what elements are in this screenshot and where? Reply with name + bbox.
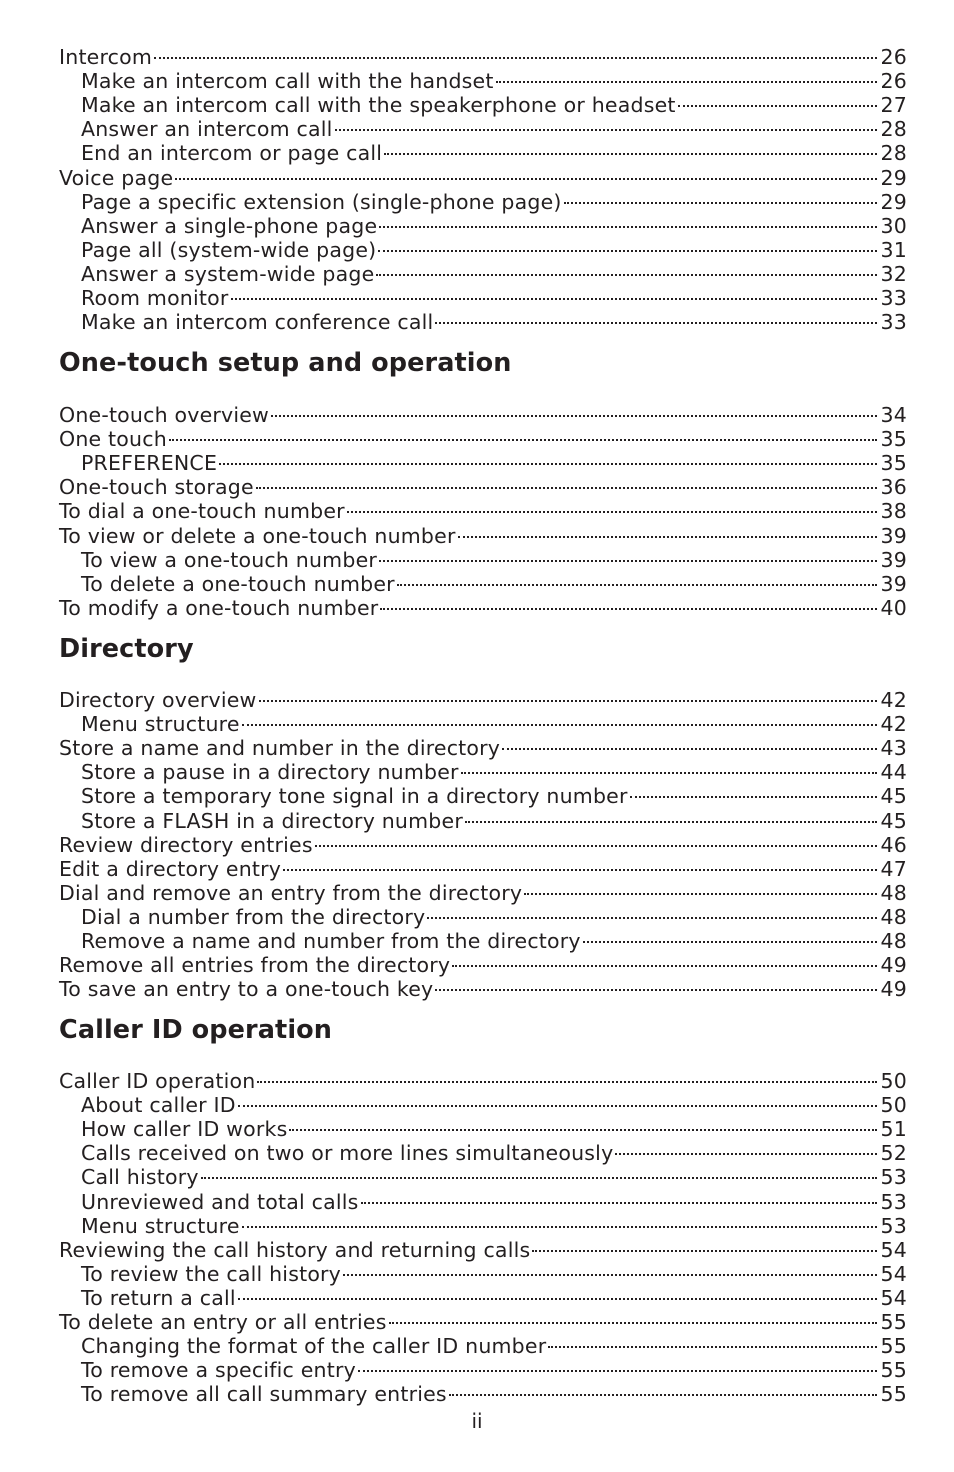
toc-entry-page: 40 (880, 595, 907, 620)
dot-leader (289, 1112, 879, 1136)
toc-entry-title: Remove a name and number from the directory (81, 929, 581, 954)
toc-entry-page: 33 (880, 286, 907, 311)
toc-entry-page: 55 (880, 1382, 907, 1407)
toc-entry-title: PREFERENCE (81, 451, 218, 476)
toc-entry-page: 34 (880, 403, 907, 428)
toc-entry-title: Menu structure (81, 712, 240, 737)
toc-entry-title: To review the call history (81, 1261, 342, 1286)
toc-entry-title: Answer a single-phone page (81, 213, 378, 238)
toc-entry-title: Unreviewed and total calls (81, 1189, 359, 1214)
toc-entry (59, 398, 907, 428)
dot-leader (435, 305, 879, 329)
dot-leader (315, 828, 879, 852)
toc-entry (59, 40, 907, 70)
section-heading: One-touch setup and operation (59, 348, 512, 378)
page-number: ii (471, 1409, 483, 1433)
toc-entry-title: Call history (81, 1165, 199, 1190)
toc-entry (59, 422, 907, 452)
dot-leader (379, 209, 879, 233)
toc-entry-page: 28 (880, 141, 907, 166)
toc-entry-page: 35 (880, 451, 907, 476)
toc-entry-title: Make an intercom call with the speakerphone or headset (81, 93, 676, 118)
toc-entry-title: Page all (system-wide page) (81, 237, 377, 262)
toc-entry-title: Dial and remove an entry from the directory (59, 880, 523, 905)
toc-group-caller-id (59, 1064, 907, 1407)
dot-leader (361, 1184, 879, 1208)
toc-group-intercom (59, 40, 907, 335)
toc-entry-page: 39 (880, 571, 907, 596)
toc-entry-page: 54 (880, 1237, 907, 1262)
toc-entry-page: 53 (880, 1189, 907, 1214)
toc-entry-page: 29 (880, 165, 907, 190)
section-heading: Directory (59, 634, 194, 664)
dot-leader (389, 1305, 879, 1329)
toc-entry-title: Remove all entries from the directory (59, 953, 451, 978)
toc-entry-page: 36 (880, 475, 907, 500)
toc-entry-title: Changing the format of the caller ID number (81, 1334, 547, 1359)
toc-entry-title: Calls received on two or more lines simultaneously (81, 1141, 614, 1166)
dot-leader (376, 257, 879, 281)
dot-leader (231, 281, 879, 305)
toc-entry (59, 160, 907, 190)
toc-entry-page: 50 (880, 1069, 907, 1094)
toc-entry-title: To save an entry to a one-touch key (59, 977, 434, 1002)
toc-entry-title: Page a specific extension (single-phone page) (81, 189, 562, 214)
dot-leader (259, 683, 879, 707)
toc-entry-page: 54 (880, 1285, 907, 1310)
toc-entry-title: To modify a one-touch number (59, 595, 379, 620)
toc-entry-page: 48 (880, 880, 907, 905)
toc-entry-page: 26 (880, 45, 907, 70)
toc-group-directory (59, 683, 907, 1002)
toc-entry-page: 53 (880, 1165, 907, 1190)
toc-entry-page: 49 (880, 953, 907, 978)
dot-leader (347, 494, 879, 518)
dot-leader (242, 1209, 879, 1233)
dot-leader (583, 924, 879, 948)
toc-entry-page: 30 (880, 213, 907, 238)
toc-entry-page: 28 (880, 117, 907, 142)
toc-entry-page: 55 (880, 1310, 907, 1335)
toc-entry-title: To dial a one-touch number (59, 499, 345, 524)
dot-leader (343, 1257, 879, 1281)
toc-entry-page: 48 (880, 904, 907, 929)
toc-entry-page: 33 (880, 310, 907, 335)
toc-entry-title: To delete an entry or all entries (59, 1310, 387, 1335)
toc-entry-page: 55 (880, 1334, 907, 1359)
toc-entry-title: One-touch storage (59, 475, 254, 500)
toc-entry-page: 39 (880, 523, 907, 548)
dot-leader (201, 1160, 879, 1184)
dot-leader (378, 233, 879, 257)
toc-entry-page: 32 (880, 261, 907, 286)
toc-entry-title: Make an intercom call with the handset (81, 69, 494, 94)
dot-leader (154, 40, 879, 64)
dot-leader (452, 948, 879, 972)
toc-entry-title: Dial a number from the directory (81, 904, 426, 929)
section-heading: Caller ID operation (59, 1015, 333, 1045)
toc-entry-title: To remove a specific entry (81, 1358, 356, 1383)
toc-entry-title: Caller ID operation (59, 1069, 256, 1094)
toc-entry-title: Directory overview (59, 688, 257, 713)
dot-leader (256, 470, 879, 494)
dot-leader (435, 972, 879, 996)
dot-leader (532, 1233, 879, 1257)
toc-entry-title: Room monitor (81, 286, 229, 311)
toc-entry-page: 43 (880, 736, 907, 761)
toc-entry-title: Intercom (59, 45, 153, 70)
toc-entry-title: One-touch overview (59, 403, 270, 428)
toc-entry-title: Voice page (59, 165, 174, 190)
dot-leader (271, 398, 879, 422)
toc-group-one-touch (59, 398, 907, 620)
toc-entry-page: 31 (880, 237, 907, 262)
dot-leader (238, 1088, 879, 1112)
dot-leader (564, 185, 879, 209)
toc-entry-page: 53 (880, 1213, 907, 1238)
dot-leader (335, 112, 879, 136)
dot-leader (238, 1281, 879, 1305)
toc-entry-page: 27 (880, 93, 907, 118)
toc-entry-page: 49 (880, 977, 907, 1002)
toc-entry-title: To view a one-touch number (81, 547, 378, 572)
toc-entry-page: 52 (880, 1141, 907, 1166)
toc-entry-title: Review directory entries (59, 832, 313, 857)
dot-leader (169, 422, 879, 446)
dot-leader (283, 852, 879, 876)
dot-leader (615, 1136, 879, 1160)
toc-entry-title: Make an intercom conference call (81, 310, 434, 335)
toc-entry-page: 26 (880, 69, 907, 94)
toc-entry-title: Answer a system-wide page (81, 261, 375, 286)
dot-leader (465, 803, 879, 827)
toc-entry-title: To return a call (81, 1285, 236, 1310)
toc-entry (59, 185, 907, 214)
toc-entry-title: About caller ID (81, 1093, 236, 1118)
toc-entry-page: 39 (880, 547, 907, 572)
toc-entry-title: End an intercom or page call (81, 141, 383, 166)
toc-entry-page: 46 (880, 832, 907, 857)
toc-entry-title: Answer an intercom call (81, 117, 333, 142)
toc-entry-page: 45 (880, 784, 907, 809)
toc-entry-page: 38 (880, 499, 907, 524)
dot-leader (502, 731, 879, 755)
toc-entry-page: 42 (880, 688, 907, 713)
toc-entry-page: 47 (880, 856, 907, 881)
dot-leader (458, 518, 879, 542)
toc-entry-page: 48 (880, 929, 907, 954)
toc-entry-title: Menu structure (81, 1213, 240, 1238)
dot-leader (678, 88, 879, 112)
dot-leader (242, 707, 879, 731)
dot-leader (219, 446, 879, 470)
toc-entry (59, 683, 907, 713)
dot-leader (397, 567, 879, 591)
toc-entry-page: 54 (880, 1261, 907, 1286)
toc-entry-title: To remove all call summary entries (81, 1382, 447, 1407)
dot-leader (427, 900, 879, 924)
toc-entry-page: 51 (880, 1117, 907, 1142)
toc-entry (59, 64, 907, 94)
dot-leader (257, 1064, 879, 1088)
dot-leader (496, 64, 879, 88)
toc-entry-title: Store a temporary tone signal in a directory number (81, 784, 628, 809)
dot-leader (380, 591, 879, 615)
dot-leader (175, 160, 879, 184)
toc-entry-title: Store a name and number in the directory (59, 736, 501, 761)
toc-entry-page: 29 (880, 189, 907, 214)
toc-entry (59, 1064, 907, 1094)
toc-entry-page: 35 (880, 427, 907, 452)
toc-entry-page: 42 (880, 712, 907, 737)
toc-entry-page: 44 (880, 760, 907, 785)
dot-leader (524, 876, 879, 900)
toc-entry-page: 45 (880, 808, 907, 833)
dot-leader (384, 136, 879, 160)
dot-leader (379, 543, 879, 567)
toc-entry-title: Store a pause in a directory number (81, 760, 459, 785)
toc-entry-title: One touch (59, 427, 167, 452)
toc-entry-title: To view or delete a one-touch number (59, 523, 456, 548)
dot-leader (461, 755, 879, 779)
toc-entry-title: How caller ID works (81, 1117, 288, 1142)
toc-entry-title: To delete a one-touch number (81, 571, 395, 596)
toc-entry-page: 55 (880, 1358, 907, 1383)
toc-entry-page: 50 (880, 1093, 907, 1118)
toc-entry (59, 446, 907, 476)
dot-leader (449, 1377, 879, 1401)
dot-leader (548, 1329, 879, 1353)
toc-entry-title: Reviewing the call history and returning calls (59, 1237, 531, 1262)
dot-leader (630, 779, 879, 803)
toc-entry-title: Edit a directory entry (59, 856, 282, 881)
toc-entry-title: Store a FLASH in a directory number (81, 808, 463, 833)
dot-leader (358, 1353, 879, 1377)
